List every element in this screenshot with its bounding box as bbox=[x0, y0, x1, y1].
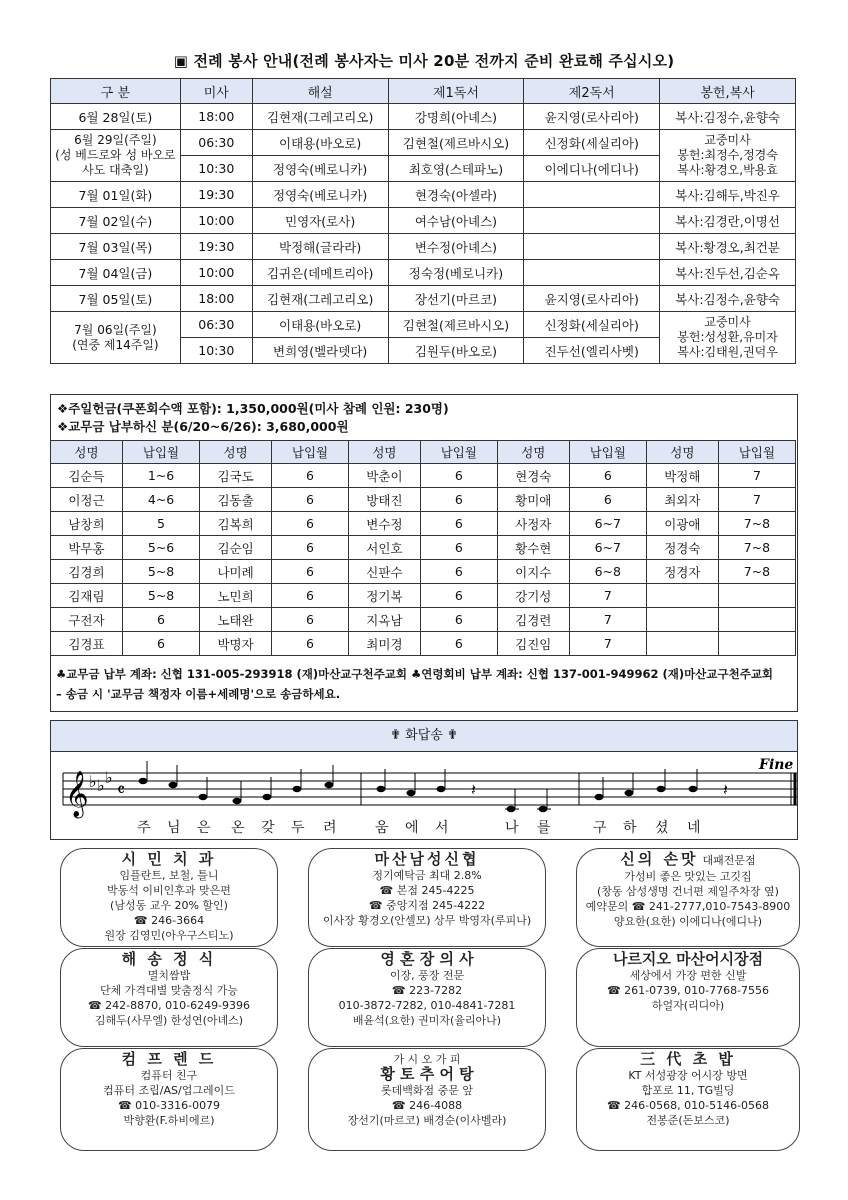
ad-line: 멸치쌈밥 bbox=[147, 969, 191, 982]
second-reader: 윤지영(로사리아) bbox=[524, 104, 660, 130]
donor-name: 김경련 bbox=[497, 608, 569, 632]
mass-time: 19:30 bbox=[180, 182, 252, 208]
mass-time: 06:30 bbox=[180, 130, 252, 156]
col-header: 제1독서 bbox=[388, 79, 524, 104]
lyric-syllable: 두 bbox=[291, 820, 305, 836]
donor-name bbox=[646, 608, 718, 632]
commentator: 박정해(글라라) bbox=[252, 234, 388, 260]
ad-line: 010-3872-7282, 010-4841-7281 bbox=[338, 999, 516, 1012]
paid-month: 6~8 bbox=[569, 560, 646, 584]
first-reader: 강명희(아녜스) bbox=[388, 104, 524, 130]
ad-line: 하얼자(리디아) bbox=[651, 999, 725, 1012]
mass-date: 7월 01일(화) bbox=[51, 182, 181, 208]
ad-line: 배윤석(요한) 권미자(율리아나) bbox=[352, 1014, 502, 1027]
paid-month: 6 bbox=[420, 632, 497, 656]
second-reader: 진두선(엘리사벳) bbox=[524, 338, 660, 364]
commentator: 이태용(바오로) bbox=[252, 312, 388, 338]
paid-month: 7~8 bbox=[718, 512, 795, 536]
ad-line: (남성동 교우 20% 할인) bbox=[110, 899, 228, 912]
ad-line: ☎ 본점 245-4225 bbox=[379, 884, 475, 897]
ad-box bbox=[308, 1048, 546, 1151]
ad-title: 해 송 정 식 bbox=[121, 950, 217, 968]
second-reader: 윤지영(로사리아) bbox=[524, 286, 660, 312]
donor-name: 방태진 bbox=[348, 488, 420, 512]
tithe-total-line: ❖교무금 납부하신 분(6/20~6/26): 3,680,000원 bbox=[57, 419, 349, 434]
name-header: 성명 bbox=[51, 441, 123, 464]
donor-name: 박무홍 bbox=[51, 536, 123, 560]
paid-month: 7 bbox=[569, 632, 646, 656]
schedule-row bbox=[51, 208, 796, 234]
month-header: 납입월 bbox=[272, 441, 349, 464]
lyric-syllable: 구 bbox=[593, 820, 607, 836]
donor-name bbox=[646, 584, 718, 608]
ad-box bbox=[308, 848, 546, 947]
paid-month: 6 bbox=[272, 536, 349, 560]
svg-text:♭: ♭ bbox=[89, 772, 97, 791]
ad-line: 장선기(마르코) 배경순(이사벨라) bbox=[347, 1114, 507, 1127]
second-reader bbox=[524, 208, 660, 234]
first-reader: 현경숙(아셀라) bbox=[388, 182, 524, 208]
commentator: 김귀은(데메트리아) bbox=[252, 260, 388, 286]
ad-line: ☎ 중앙지점 245-4222 bbox=[368, 899, 486, 912]
schedule-row bbox=[51, 104, 796, 130]
paid-month: 6~7 bbox=[569, 536, 646, 560]
name-header: 성명 bbox=[200, 441, 272, 464]
ad-title: 컴 프 렌 드 bbox=[121, 1050, 217, 1068]
svg-text:𝄽: 𝄽 bbox=[471, 780, 476, 799]
col-header: 해설 bbox=[252, 79, 388, 104]
paid-month bbox=[718, 584, 795, 608]
mass-date: 7월 03일(목) bbox=[51, 234, 181, 260]
schedule-row bbox=[51, 182, 796, 208]
ad-box bbox=[308, 948, 546, 1047]
month-header: 납입월 bbox=[718, 441, 795, 464]
donor-name: 사정자 bbox=[497, 512, 569, 536]
ad-title: 신의 손맛 bbox=[620, 850, 699, 868]
ad-line: ☎ 010-3316-0079 bbox=[117, 1099, 221, 1112]
paid-month: 5~8 bbox=[122, 584, 199, 608]
donor-name: 최외자 bbox=[646, 488, 718, 512]
donor-name: 김동출 bbox=[200, 488, 272, 512]
mass-time: 10:00 bbox=[180, 208, 252, 234]
tithe-row bbox=[51, 512, 796, 536]
paid-month: 6 bbox=[272, 608, 349, 632]
commentator: 이태용(바오로) bbox=[252, 130, 388, 156]
svg-text:𝄴: 𝄴 bbox=[117, 780, 126, 801]
ad-line: ☎ 246-0568, 010-5146-0568 bbox=[606, 1099, 770, 1112]
paid-month: 6 bbox=[272, 584, 349, 608]
tithe-table bbox=[50, 440, 796, 656]
donor-name: 정경자 bbox=[646, 560, 718, 584]
donor-name: 나미례 bbox=[200, 560, 272, 584]
paid-month: 7 bbox=[569, 608, 646, 632]
lyric-syllable: 님 bbox=[167, 820, 181, 836]
ad-line: ☎ 223-7282 bbox=[391, 984, 463, 997]
lyric-syllable: 네 bbox=[687, 820, 701, 836]
ad-line: 박향환(F.하비에르) bbox=[123, 1114, 215, 1127]
col-header: 봉헌,복사 bbox=[660, 79, 796, 104]
donor-name: 김순임 bbox=[200, 536, 272, 560]
commentator: 민영자(로사) bbox=[252, 208, 388, 234]
tithe-row bbox=[51, 536, 796, 560]
ad-box bbox=[60, 948, 278, 1047]
tithe-row bbox=[51, 464, 796, 488]
liturgy-schedule-table bbox=[50, 78, 796, 364]
ad-box bbox=[576, 1048, 800, 1151]
ad-line: ☎ 246-4088 bbox=[391, 1099, 463, 1112]
mass-time: 19:30 bbox=[180, 234, 252, 260]
ad-line: 이장, 풍장 전문 bbox=[389, 969, 465, 982]
paid-month: 6 bbox=[420, 536, 497, 560]
donor-name: 이지수 bbox=[497, 560, 569, 584]
ad-subtitle: 대패전문점 bbox=[702, 854, 756, 867]
donor-name: 이광애 bbox=[646, 512, 718, 536]
ad-line: 합포로 11, TG빌딩 bbox=[641, 1084, 735, 1097]
tithe-header-row bbox=[51, 441, 796, 464]
ad-line: ☎ 242-8870, 010-6249-9396 bbox=[87, 999, 251, 1012]
ad-line: 컴퓨터 친구 bbox=[140, 1069, 198, 1082]
donor-name: 김진임 bbox=[497, 632, 569, 656]
donor-name: 김경표 bbox=[51, 632, 123, 656]
treble-clef-icon: 𝄞 bbox=[65, 771, 89, 817]
donor-name: 박춘이 bbox=[348, 464, 420, 488]
paid-month: 6 bbox=[272, 512, 349, 536]
lyric-syllable: 움 bbox=[375, 820, 389, 836]
donor-name: 변수정 bbox=[348, 512, 420, 536]
donor-name: 김복희 bbox=[200, 512, 272, 536]
mass-date: 6월 29일(주일) (성 베드로와 성 바오로 사도 대축일) bbox=[51, 130, 181, 182]
fine-marking: Fine bbox=[759, 757, 794, 773]
commentator: 정영숙(베로니카) bbox=[252, 182, 388, 208]
first-reader: 김현철(제르바시오) bbox=[388, 312, 524, 338]
paid-month: 6 bbox=[272, 488, 349, 512]
schedule-row bbox=[51, 286, 796, 312]
servers: 복사:황경오,최건분 bbox=[660, 234, 796, 260]
servers: 복사:진두선,김순옥 bbox=[660, 260, 796, 286]
mass-time: 10:30 bbox=[180, 338, 252, 364]
paid-month: 6 bbox=[420, 584, 497, 608]
donor-name: 박정해 bbox=[646, 464, 718, 488]
donor-name: 강기성 bbox=[497, 584, 569, 608]
ad-line: 세상에서 가장 편한 신발 bbox=[629, 969, 747, 982]
paid-month bbox=[718, 632, 795, 656]
paid-month: 6 bbox=[420, 512, 497, 536]
mass-date: 6월 28일(토) bbox=[51, 104, 181, 130]
ad-title: 황 토 추 어 탕 bbox=[380, 1065, 474, 1083]
tithe-row bbox=[51, 560, 796, 584]
account-info: ♣교무금 납부 계좌: 신협 131-005-293918 (재)마산교구천주교회 ♣연령회비 납부 계좌: 신협 137-001-949962 (재)마산교구천주교회 bbox=[56, 667, 774, 681]
first-reader: 김원두(바오로) bbox=[388, 338, 524, 364]
paid-month: 7 bbox=[569, 584, 646, 608]
ad-title: 영 혼 장 의 사 bbox=[380, 950, 474, 968]
ad-title: 三 代 초 밥 bbox=[640, 1050, 736, 1068]
tithe-row bbox=[51, 608, 796, 632]
commentator: 김현재(그레고리오) bbox=[252, 104, 388, 130]
mass-date: 7월 04일(금) bbox=[51, 260, 181, 286]
ad-line: 예약문의 ☎ 241-2777,010-7543-8900 bbox=[585, 900, 791, 913]
schedule-row bbox=[51, 312, 796, 338]
donor-name: 황미애 bbox=[497, 488, 569, 512]
ad-line: (창동 삼성생명 건너편 제일주차장 옆) bbox=[597, 885, 779, 898]
paid-month: 6 bbox=[569, 464, 646, 488]
paid-month: 5 bbox=[122, 512, 199, 536]
lyric-syllable: 려 bbox=[323, 820, 337, 836]
paid-month: 7~8 bbox=[718, 560, 795, 584]
donor-name: 정경숙 bbox=[646, 536, 718, 560]
schedule-row bbox=[51, 130, 796, 156]
mass-date: 7월 05일(토) bbox=[51, 286, 181, 312]
month-header: 납입월 bbox=[569, 441, 646, 464]
donor-name: 남창희 bbox=[51, 512, 123, 536]
donor-name: 구전자 bbox=[51, 608, 123, 632]
paid-month: 6 bbox=[420, 608, 497, 632]
tithe-row bbox=[51, 632, 796, 656]
mass-time: 18:00 bbox=[180, 286, 252, 312]
paid-month: 6 bbox=[569, 488, 646, 512]
lyric-syllable: 주 bbox=[137, 820, 151, 836]
paid-month: 6 bbox=[122, 608, 199, 632]
ad-box bbox=[576, 948, 800, 1047]
ad-line: 이사장 황경오(안셀모) 상무 박영자(루피나) bbox=[322, 914, 532, 927]
lyric-syllable: 서 bbox=[435, 820, 449, 836]
servers: 교중미사 봉헌:최정수,정경숙 복사:황경오,박용효 bbox=[660, 130, 796, 182]
tithe-row bbox=[51, 488, 796, 512]
donor-name: 서인호 bbox=[348, 536, 420, 560]
ad-line: 가성비 좋은 맛있는 고깃집 bbox=[624, 870, 752, 883]
svg-text:𝄽: 𝄽 bbox=[723, 780, 728, 799]
paid-month bbox=[718, 608, 795, 632]
col-header: 구 분 bbox=[51, 79, 181, 104]
first-reader: 변수정(아녜스) bbox=[388, 234, 524, 260]
name-header: 성명 bbox=[348, 441, 420, 464]
schedule-row bbox=[51, 260, 796, 286]
paid-month: 7 bbox=[718, 464, 795, 488]
music-staff bbox=[51, 751, 797, 839]
paid-month: 6 bbox=[420, 560, 497, 584]
mass-time: 10:00 bbox=[180, 260, 252, 286]
paid-month: 4~6 bbox=[122, 488, 199, 512]
paid-month: 6 bbox=[272, 464, 349, 488]
sunday-offering-line: ❖주일헌금(쿠폰회수액 포함): 1,350,000원(미사 참례 인원: 230명) bbox=[57, 401, 449, 416]
servers: 복사:김정수,윤향숙 bbox=[660, 286, 796, 312]
first-reader: 여수남(아녜스) bbox=[388, 208, 524, 234]
ad-line: 전봉준(돈보스코) bbox=[646, 1114, 730, 1127]
ad-line: 김해두(사무엘) 한성연(아녜스) bbox=[94, 1014, 244, 1027]
lyric-syllable: 나 bbox=[505, 820, 519, 836]
paid-month: 6 bbox=[272, 560, 349, 584]
lyric-syllable: 를 bbox=[537, 820, 551, 836]
name-header: 성명 bbox=[497, 441, 569, 464]
paid-month: 5~6 bbox=[122, 536, 199, 560]
donor-name: 신판수 bbox=[348, 560, 420, 584]
ad-line: 박동석 이비인후과 맞은편 bbox=[107, 884, 231, 897]
ad-line: 컴퓨터 조립/AS/업그레이드 bbox=[103, 1084, 235, 1097]
donor-name: 지옥남 bbox=[348, 608, 420, 632]
lyric-syllable: 은 bbox=[197, 820, 211, 836]
donor-name: 현경숙 bbox=[497, 464, 569, 488]
mass-date: 7월 06일(주일) (연중 제14주일) bbox=[51, 312, 181, 364]
second-reader bbox=[524, 182, 660, 208]
donor-name: 김경희 bbox=[51, 560, 123, 584]
ad-line: 단체 가격대별 맞춤정식 가능 bbox=[99, 984, 238, 997]
paid-month: 5~8 bbox=[122, 560, 199, 584]
remit-note: – 송금 시 '교무금 책정자 이름+세례명'으로 송금하세요. bbox=[56, 687, 341, 701]
paid-month: 6 bbox=[420, 488, 497, 512]
ad-box bbox=[60, 848, 278, 947]
name-header: 성명 bbox=[646, 441, 718, 464]
donor-name: 정기복 bbox=[348, 584, 420, 608]
paid-month: 6 bbox=[122, 632, 199, 656]
first-reader: 김현철(제르바시오) bbox=[388, 130, 524, 156]
mass-time: 06:30 bbox=[180, 312, 252, 338]
first-reader: 장선기(마르코) bbox=[388, 286, 524, 312]
donor-name bbox=[646, 632, 718, 656]
month-header: 납입월 bbox=[420, 441, 497, 464]
tithe-row bbox=[51, 584, 796, 608]
commentator: 김현재(그레고리오) bbox=[252, 286, 388, 312]
paid-month: 7 bbox=[718, 488, 795, 512]
first-reader: 정숙정(베로니카) bbox=[388, 260, 524, 286]
second-reader: 이에디나(에디나) bbox=[524, 156, 660, 182]
ad-line: 정기예탁금 최대 2.8% bbox=[372, 869, 482, 882]
lyric-syllable: 갖 bbox=[261, 820, 275, 836]
ad-line: KT 서성광장 어시장 방면 bbox=[628, 1069, 748, 1082]
ad-title: 나르지오 마산어시장점 bbox=[612, 950, 764, 968]
ad-title: 시 민 치 과 bbox=[121, 850, 217, 868]
col-header: 미사 bbox=[180, 79, 252, 104]
psalm-title: ✟ 화답송 ✟ bbox=[51, 721, 797, 752]
paid-month: 7~8 bbox=[718, 536, 795, 560]
month-header: 납입월 bbox=[122, 441, 199, 464]
lyric-syllable: 에 bbox=[405, 820, 419, 836]
paid-month: 6~7 bbox=[569, 512, 646, 536]
schedule-header-row bbox=[51, 79, 796, 104]
paid-month: 6 bbox=[420, 464, 497, 488]
ad-line: 롯데백화점 중문 앞 bbox=[380, 1084, 473, 1097]
second-reader: 신정화(세실리아) bbox=[524, 130, 660, 156]
donor-name: 황수현 bbox=[497, 536, 569, 560]
servers: 복사:김해두,박진우 bbox=[660, 182, 796, 208]
second-reader bbox=[524, 260, 660, 286]
servers: 복사:김정수,윤향숙 bbox=[660, 104, 796, 130]
donor-name: 김순득 bbox=[51, 464, 123, 488]
donor-name: 박명자 bbox=[200, 632, 272, 656]
mass-date: 7월 02일(수) bbox=[51, 208, 181, 234]
lyric-syllable: 하 bbox=[623, 820, 637, 836]
lyric-syllable: 온 bbox=[231, 820, 245, 836]
paid-month: 6 bbox=[272, 632, 349, 656]
svg-text:♭: ♭ bbox=[97, 776, 105, 795]
donor-name: 김국도 bbox=[200, 464, 272, 488]
servers: 복사:김경란,이명선 bbox=[660, 208, 796, 234]
ad-line: ☎ 261-0739, 010-7768-7556 bbox=[606, 984, 770, 997]
svg-text:♭: ♭ bbox=[105, 768, 113, 787]
ad-title: 마산남성신협 bbox=[374, 850, 480, 868]
ad-line: ☎ 246-3664 bbox=[133, 914, 205, 927]
page-title: ▣ 전례 봉사 안내(전례 봉사자는 미사 20분 전까지 준비 완료해 주십시오) bbox=[173, 52, 675, 70]
commentator: 정영숙(베로니카) bbox=[252, 156, 388, 182]
col-header: 제2독서 bbox=[524, 79, 660, 104]
servers: 교중미사 봉헌:성성환,유미자 복사:김태원,권덕우 bbox=[660, 312, 796, 364]
first-reader: 최호영(스테파노) bbox=[388, 156, 524, 182]
responsorial-psalm bbox=[50, 720, 798, 840]
donor-name: 이정근 bbox=[51, 488, 123, 512]
donor-name: 노민희 bbox=[200, 584, 272, 608]
ad-line: 원장 김영민(아우구스티노) bbox=[104, 929, 234, 942]
mass-time: 18:00 bbox=[180, 104, 252, 130]
donor-name: 김재림 bbox=[51, 584, 123, 608]
paid-month: 1~6 bbox=[122, 464, 199, 488]
ad-box bbox=[60, 1048, 278, 1151]
schedule-row bbox=[51, 234, 796, 260]
ad-line: 임플란트, 보철, 틀니 bbox=[119, 869, 219, 882]
donor-name: 노태완 bbox=[200, 608, 272, 632]
lyric-syllable: 셨 bbox=[655, 820, 669, 836]
ad-box bbox=[576, 848, 800, 947]
donor-name: 최미경 bbox=[348, 632, 420, 656]
second-reader: 신정화(세실리아) bbox=[524, 312, 660, 338]
ad-pretitle: 가 시 오 가 피 bbox=[393, 1053, 461, 1066]
commentator: 변희영(벨라뎃다) bbox=[252, 338, 388, 364]
second-reader bbox=[524, 234, 660, 260]
mass-time: 10:30 bbox=[180, 156, 252, 182]
ad-line: 양요한(요한) 이에디나(에디나) bbox=[613, 915, 763, 928]
